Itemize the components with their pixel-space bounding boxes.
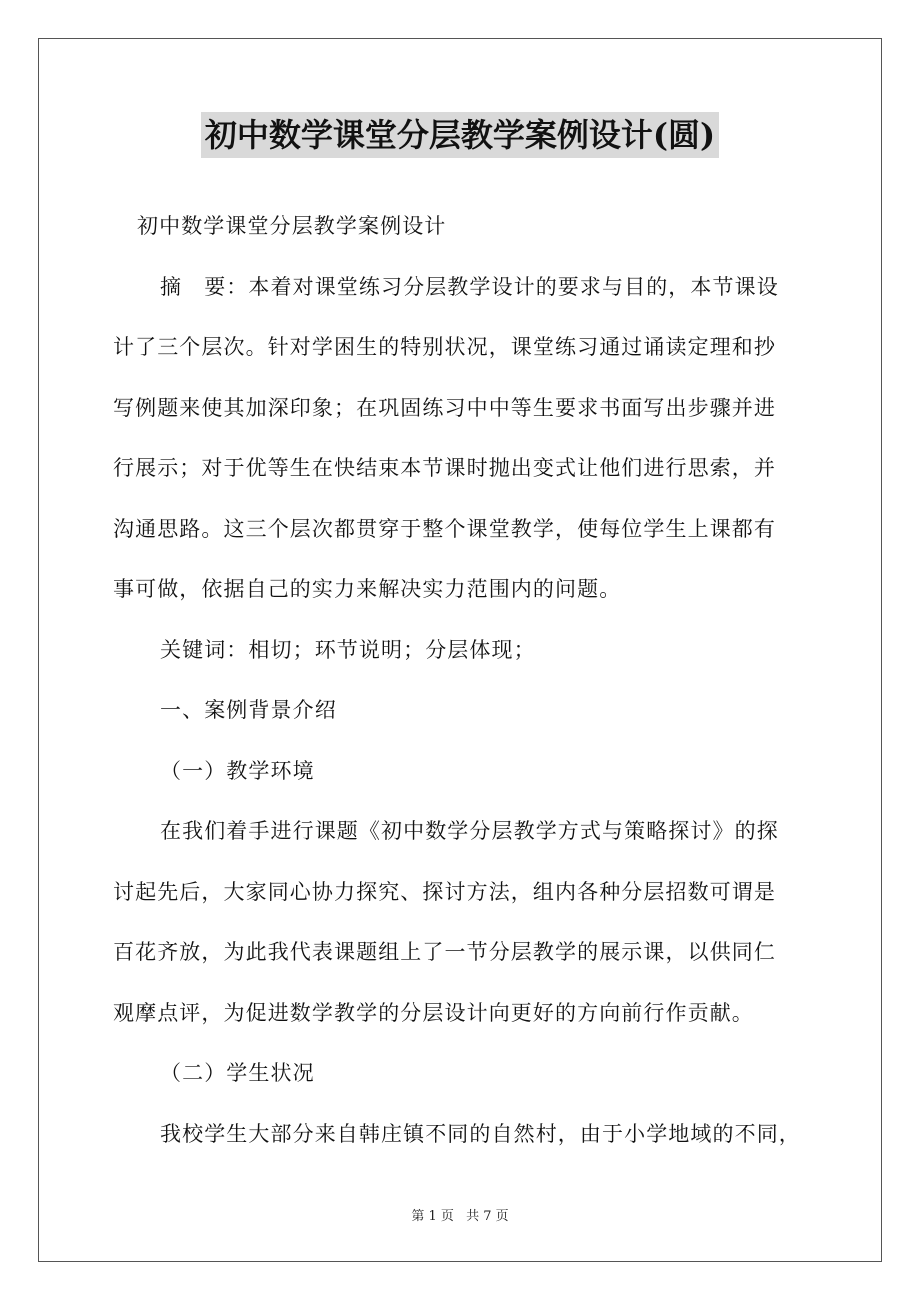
body-line: 我校学生大部分来自韩庄镇不同的自然村，由于小学地域的不同， <box>160 1121 801 1146</box>
page-footer <box>0 1205 920 1224</box>
page-number: 第 1 页 <box>411 1209 454 1224</box>
body-line: 写例题来使其加深印象；在巩固练习中中等生要求书面写出步骤并进 <box>113 395 776 420</box>
body-line: （一）教学环境 <box>160 758 315 783</box>
body-line: 初中数学课堂分层教学案例设计 <box>137 214 447 238</box>
title-container <box>0 112 920 158</box>
body-line: 事可做，依据自己的实力来解决实力范围内的问题。 <box>113 577 622 601</box>
body-line: 百花齐放，为此我代表课题组上了一节分层教学的展示课，以供同仁 <box>113 940 776 964</box>
body-line: 计了三个层次。针对学困生的特别状况，课堂练习通过诵读定理和抄 <box>113 335 776 359</box>
body-line: 沟通思路。这三个层次都贯穿于整个课堂教学，使每位学生上课都有 <box>113 516 776 541</box>
body-line: 讨起先后，大家同心协力探究、探讨方法，组内各种分层招数可谓是 <box>113 879 776 904</box>
body-line: 摘 要：本着对课堂练习分层教学设计的要求与目的，本节课设 <box>160 274 779 299</box>
body-line: 一、案例背景介绍 <box>160 698 337 722</box>
body-line: 在我们着手进行课题《初中数学分层教学方式与策略探讨》的探 <box>160 819 779 843</box>
page-total: 共 7 页 <box>466 1209 509 1224</box>
body-line: （二）学生状况 <box>160 1061 315 1085</box>
body-line: 关键词：相切；环节说明；分层体现； <box>160 637 536 662</box>
document-body <box>113 196 813 1164</box>
body-line: 行展示；对于优等生在快结束本节课时抛出变式让他们进行思索，并 <box>113 456 776 480</box>
document-title: 初中数学课堂分层教学案例设计(圆) <box>201 112 719 158</box>
body-line: 观摩点评，为促进数学教学的分层设计向更好的方向前行作贡献。 <box>113 1000 754 1025</box>
